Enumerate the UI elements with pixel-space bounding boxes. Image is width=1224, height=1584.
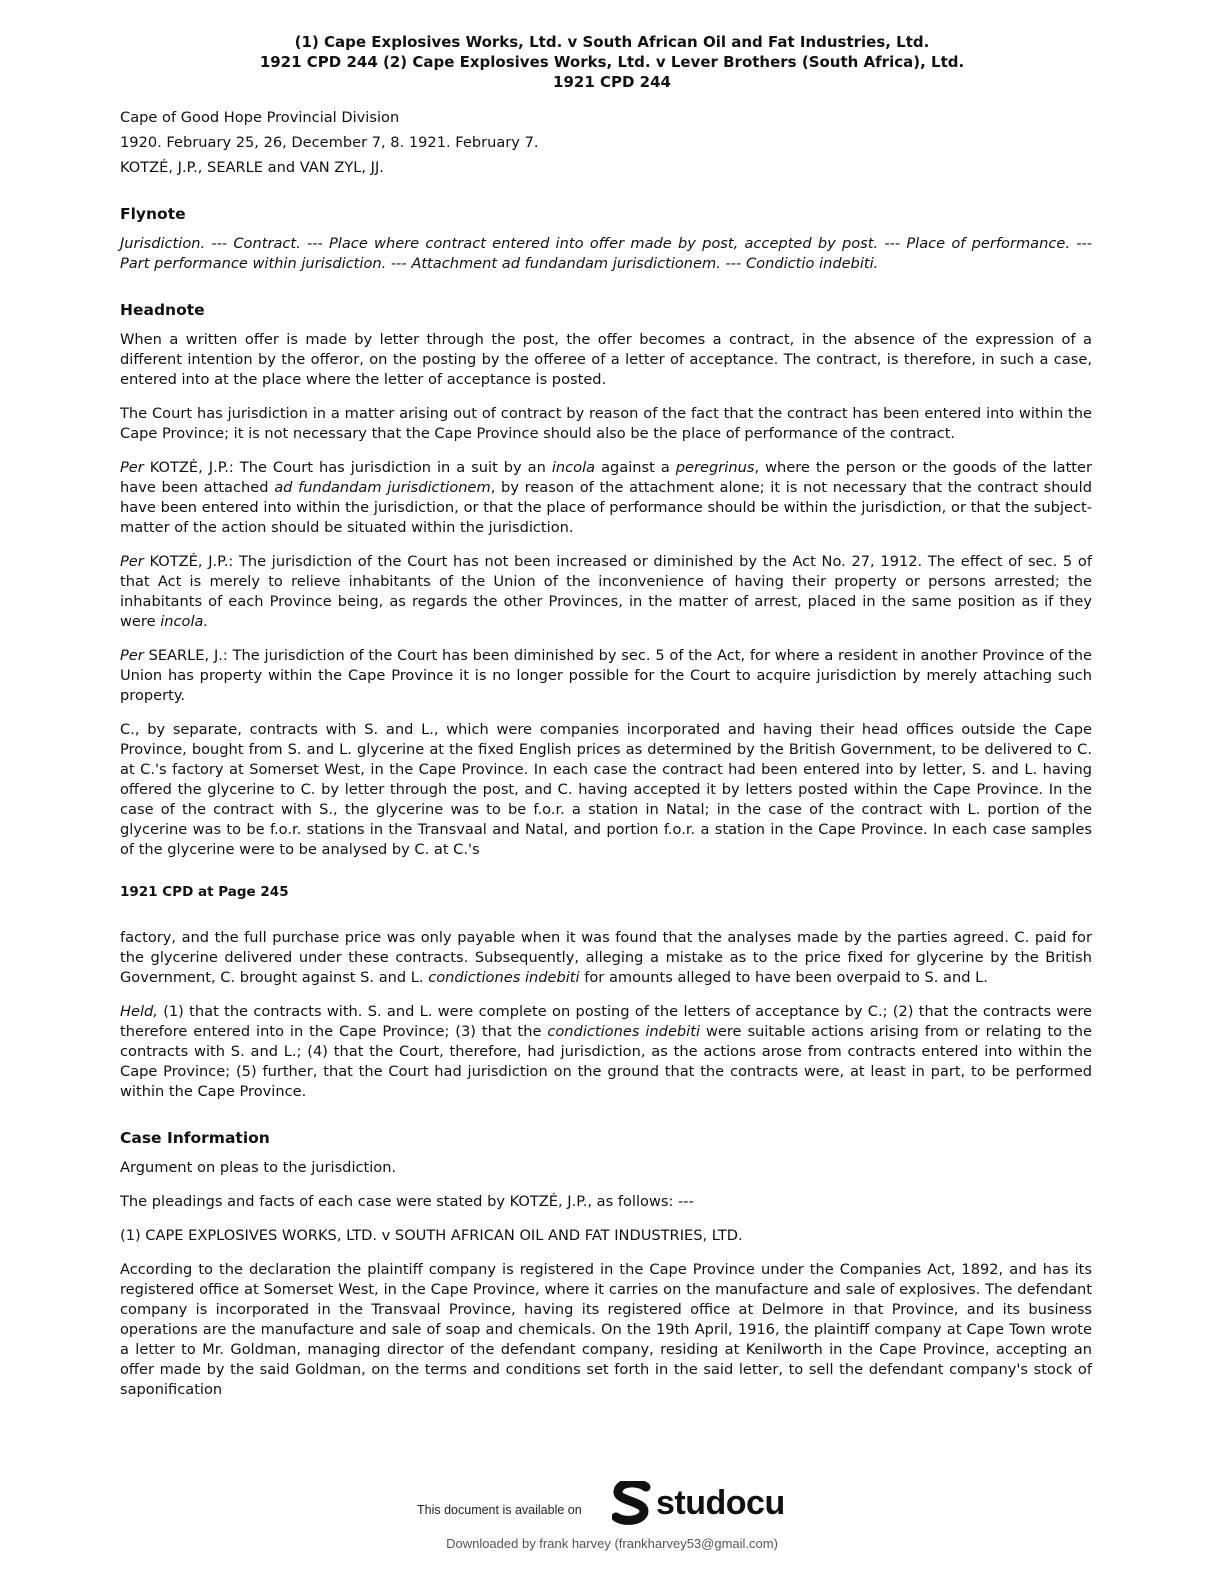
document-body (120, 108, 1092, 1414)
judges: KOTZÉ, J.P., SEARLE and VAN ZYL, JJ. (120, 159, 384, 176)
headnote-paragraph-5 (120, 646, 1092, 706)
text-run: were suitable actions arising from or relating to the contracts with S. and L.; (4) that the Court, therefore, had jurisdiction, as the actions arose from contracts entered into within the Cape Province; (5) further, that the Court had jurisdiction on the ground that the contracts were, at least in part, to be performed within the Cape Province. (120, 1023, 1092, 1100)
flynote-text-italic: Jurisdiction. --- Contract. --- Place where contract entered into offer made by post, accepted by post. --- Place of performance. --- Part performance within jurisdiction. --- Attachment ad fundandam jurisdictionem. --- Condictio indebiti. (120, 235, 1092, 272)
italic-term: incola. (160, 613, 209, 630)
headnote-paragraph-7 (120, 928, 1092, 988)
headnote-paragraph-2: The Court has jurisdiction in a matter arising out of contract by reason of the fact that the contract has been entered into within the Cape Province; it is not necessary that the Cape Province should also be the place of performance of the contract. (120, 405, 1092, 442)
text-run: KOTZÉ, J.P.: The jurisdiction of the Court has not been increased or diminished by the Act No. 27, 1912. The effect of sec. 5 of that Act is merely to relieve inhabitants of the Union of the inconvenience of having their property or persons arrested; the inhabitants of each Province being, as regards the other Provinces, in the matter of arrest, placed in the same position as if they were (120, 553, 1092, 630)
text-run: (1) that the contracts with. S. and L. were complete on posting of the letters of acceptance by C.; (2) that the contracts were therefore entered into in the Cape Province; (3) that the (120, 1003, 1092, 1040)
availability-notice: This document is available on (417, 1503, 582, 1517)
text-run: factory, and the full purchase price was only payable when it was found that the analyses made by the parties agreed. C. paid for the glycerine delivered under these contracts. Subsequently, alleging a mistake as to the price fixed for glycerine by the British Government, C. brought against S. and L. (120, 929, 1092, 986)
headnote-paragraph-3 (120, 458, 1092, 538)
italic-term: incola (551, 459, 596, 476)
text-run: KOTZĖ, J.P.: The Court has jurisdiction in a suit by an (143, 459, 552, 476)
title-line-2: 1921 CPD 244 (2) Cape Explosives Works, Ltd. v Lever Brothers (South Africa), Ltd. (259, 53, 965, 71)
case-info-paragraph-4: According to the declaration the plaintiff company is registered in the Cape Province under the Companies Act, 1892, and has its registered office at Somerset West, in the Cape Province, where it carries on the manufacture and sale of explosives. The defendant company is incorporated in the Transvaal Province, having its registered office at Delmore in that Province, and its business operations are the manufacture and sale of soap and chemicals. On the 19th April, 1916, the plaintiff company at Cape Town wrote a letter to Mr. Goldman, managing director of the defendant company, residing at Kenilworth in the Cape Province, accepting an offer made by the said Goldman, on the terms and conditions set forth in the said letter, to sell the defendant company's stock of saponification (120, 1261, 1092, 1398)
text-run: , where the person or the goods of the latter have been attached (120, 459, 1093, 496)
italic-term: condictiones indebiti (547, 1023, 701, 1040)
case-info-paragraph-1: Argument on pleas to the jurisdiction. (120, 1159, 397, 1176)
headnote-paragraph-1: When a written offer is made by letter through the post, the offer becomes a contract, in the absence of the expression of a different intention by the offeror, on the posting by the offeree of a letter of acceptance. The contract, is therefore, in such a case, entered into at the place where the letter of acceptance is posted. (120, 331, 1092, 388)
text-run: against a (595, 459, 676, 476)
case-info-paragraph-3: (1) CAPE EXPLOSIVES WORKS, LTD. v SOUTH AFRICAN OIL AND FAT INDUSTRIES, LTD. (120, 1227, 743, 1244)
flynote-text (120, 234, 1092, 274)
studocu-wordmark: studocu (656, 1483, 785, 1522)
headnote-paragraph-4 (120, 552, 1092, 632)
per-label: Per (120, 459, 144, 476)
hearing-dates: 1920. February 25, 26, December 7, 8. 1921. February 7. (120, 134, 539, 151)
headnote-paragraph-6: C., by separate, contracts with S. and L., which were companies incorporated and having their head offices outside the Cape Province, bought from S. and L. glycerine at the fixed English prices as determined by the British Government, to be delivered to C. at C.'s factory at Somerset West, in the Cape Province. In each case the contract had been entered into by letter, S. and L. having offered the glycerine to C. by letter through the post, and C. having accepted it by letters posted within the Cape Province. In the case of the contract with S., the glycerine was to be f.o.r. a station in Natal; in the case of the contract with L. portion of the glycerine was to be f.o.r. stations in the Transvaal and Natal, and portion f.o.r. a station in the Cape Province. In each case samples of the glycerine were to be analysed by C. at C.'s (120, 721, 1092, 858)
flynote-heading: Flynote (120, 205, 186, 223)
court-name: Cape of Good Hope Provincial Division (120, 109, 400, 126)
text-run: for amounts alleged to have been overpaid to S. and L. (579, 969, 988, 986)
case-title (0, 32, 1224, 92)
case-information-heading: Case Information (120, 1129, 270, 1147)
held-label: Held, (120, 1003, 158, 1020)
studocu-s-icon (612, 1481, 652, 1525)
case-info-paragraph-2: The pleadings and facts of each case were stated by KOTZÉ, J.P., as follows: --- (120, 1193, 694, 1210)
text-run: SEARLE, J.: The jurisdiction of the Court has been diminished by sec. 5 of the Act, for where a resident in another Province of the Union has property within the Cape Province it is no longer possible for the Court to acquire jurisdiction by merely attaching such property. (120, 647, 1092, 704)
per-label: Per (120, 553, 144, 570)
italic-term: ad fundandam jurisdictionem (274, 479, 491, 496)
headnote-paragraph-8 (120, 1002, 1092, 1102)
studocu-logo[interactable] (612, 1481, 785, 1525)
italic-term: condictiones indebiti (428, 969, 580, 986)
headnote-heading: Headnote (120, 301, 205, 319)
download-notice: Downloaded by frank harvey (frankharvey53@gmail.com) (446, 1536, 778, 1551)
title-line-1: (1) Cape Explosives Works, Ltd. v South African Oil and Fat Industries, Ltd. (294, 33, 930, 51)
text-run: , by reason of the attachment alone; it is not necessary that the contract should have been entered into within the jurisdiction, or that the place of performance should be within the jurisdiction, or that the subject-matter of the action should be situated within the jurisdiction. (120, 479, 1093, 536)
page-reference: 1921 CPD at Page 245 (120, 884, 289, 900)
italic-term: peregrinus (675, 459, 755, 476)
title-line-3: 1921 CPD 244 (553, 73, 671, 91)
per-label: Per (120, 647, 144, 664)
